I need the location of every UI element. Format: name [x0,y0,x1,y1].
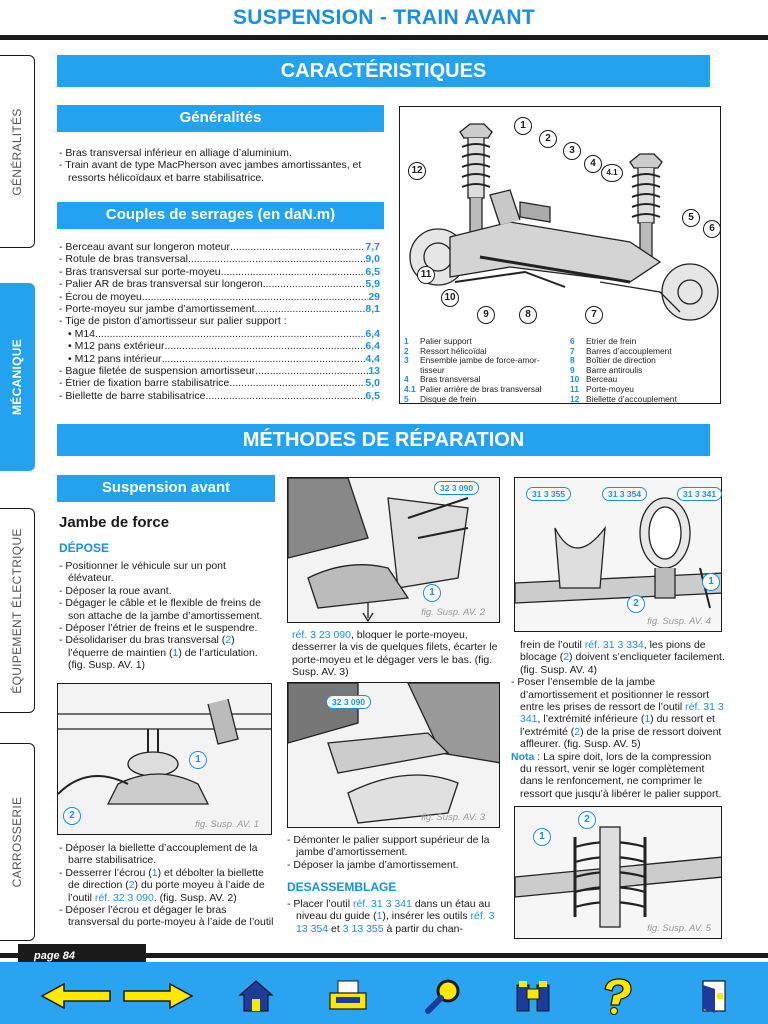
legend-right [570,337,720,404]
couple-value: 8,1 [365,303,380,316]
couple-value: 5,0 [365,377,380,390]
fig4-tool-ref-1: 31 3 355 [526,487,571,501]
callout-7: 7 [585,306,603,324]
couple-row [59,278,380,290]
suspension-avant-heading: Suspension avant [57,475,275,502]
step: - Déposer la biellette d’accouplement de la barre stabilisatrice. [59,842,258,867]
dot-leader [142,291,368,303]
fig4-tool-ref-2: 31 3 354 [602,487,647,501]
desassemblage-heading: DESASSEMBLAGE [287,880,397,894]
fig5-callout-1: 1 [533,828,551,846]
header-rule [0,35,768,40]
col3-text: frein de l’outil réf. 31 3 334, les pions de blocage (2) doivent s’encliqueter facilement. (fig. Susp. AV. 4) - Poser l’ensemble de la jambe d’amortissement et positionner le ressort entre les prises de ressort de l’outil réf. 31 3 341, l’extrémité inférieure (1) du ressort et l’extrémité (2) de la prise de ressort doivent affleurer. (fig. Susp. AV. 5) Nota : La spire doit, lors de la compression du ressort, venir se loger complètement dans le renfoncement, ne comprimer le ressort que jusqu’à libérer le palier support. [511,639,725,800]
couple-label: - Écrou de moyeu [59,290,142,303]
legend-text: Palier support [420,336,472,346]
arrow-left-icon[interactable] [40,976,112,1016]
fig4-callout-1: 1 [702,573,720,591]
couple-row [59,241,380,253]
suspension-diagram [399,106,721,404]
legend-number: 5 [404,393,409,404]
couple-label: - Berceau avant sur longeron moteur [59,241,231,253]
page-title: SUSPENSION - TRAIN AVANT [233,6,535,29]
fig3-drawing [288,683,500,828]
couple-label: - Biellette de barre stabilisatrice [59,389,206,402]
legend-number: 12 [570,393,580,404]
step: - Déposer l’écrou et dégager le bras transversal du porte-moyeu à l’aide de l’outil [59,904,274,929]
dot-leader [221,266,366,278]
couple-row [59,253,380,265]
couple-label: - Rotule de bras transversal [59,253,188,266]
exit-icon[interactable] [696,976,732,1016]
fig5-callout-2: 2 [578,811,596,829]
legend-item [570,395,720,405]
couple-row [59,291,380,303]
step: - Démonter le palier support supérieur de la jambe d’amortissement. [287,834,490,859]
tab-mecanique[interactable] [0,283,35,471]
legend-number: 3 [404,355,409,366]
step: - Desserrer l’écrou (1) et débolter la biellette de direction (2) du porte moyeu à l’aide de l’outil réf. 32 3 090. (fig. Susp. AV. 2) [59,866,265,904]
step: - Déposer l’étrier de freins et le suspendre. [59,622,258,635]
legend-number: 7 [570,345,575,356]
couple-row [59,390,380,402]
fig4-caption: fig. Susp. AV. 4 [647,616,711,627]
legend-number: 6 [570,336,575,346]
legend-text: Bras transversal [420,374,481,385]
couple-value: 9,0 [365,253,380,266]
couple-label: • M12 pans extérieur [68,340,165,353]
step: - Positionner le véhicule sur un pont élévateur. [59,560,226,585]
fig1-caption: fig. Susp. AV. 1 [195,819,259,830]
legend-left [404,337,564,404]
couple-value: 4,4 [365,352,380,365]
legend-number: 1 [404,336,409,346]
couple-label: - Bague filetée de suspension amortisseur [59,365,256,378]
couple-label: • M12 pans intérieur [68,352,162,365]
generalites-item: - Train avant de type MacPherson avec jambes amortissantes, et ressorts hélicoïdaux et barre stabilisatrice. [59,159,362,184]
legend-text: Disque de frein [420,393,477,404]
depose-heading: DÉPOSE [59,541,110,555]
callout-8: 8 [519,306,537,324]
callout-5: 5 [682,209,700,227]
couples-list [59,241,380,402]
couple-row [59,315,380,327]
dot-leader [263,278,366,290]
legend-number: 8 [570,355,575,366]
legend-text: Ressort hélicoïdal [420,345,487,356]
legend-text: tisseur [420,364,445,375]
fig-susp-av-3 [287,682,500,828]
legend-text: Porte-moyeu [586,383,634,394]
home-icon[interactable] [236,976,276,1016]
couple-value: 13 [368,365,380,378]
generalites-text [59,147,389,184]
legend-text: Boîtier de direction [586,355,656,366]
methodes-banner: MÉTHODES DE RÉPARATION [57,424,710,456]
tab-carrosserie[interactable] [0,743,35,941]
callout-4-1: 4.1 [601,164,623,182]
couple-value: 6,5 [365,265,380,278]
fig-susp-av-1 [57,683,272,835]
couple-row [59,266,380,278]
tab-generalites[interactable] [0,55,35,248]
col1-top-text [59,560,274,672]
callout-12: 12 [408,162,426,180]
callout-11: 11 [417,266,435,284]
nav-bar [0,962,768,1024]
dot-leader [255,303,366,315]
col1-bottom-text [59,842,274,929]
dot-leader [255,365,368,377]
tab-label: CARROSSERIE [10,796,24,888]
fig3-caption: fig. Susp. AV. 3 [421,812,485,823]
legend-number: 9 [570,364,575,375]
step: - Désolidariser du bras transversal (2) l’équerre de maintien (1) de l’articulation. (fig. Susp. AV. 1) [59,634,258,672]
legend-text: Berceau [586,374,618,385]
couple-row [59,340,380,352]
legend-number: 4.1 [404,383,416,394]
col2-top-text: réf. 3 23 090, bloquer le porte-moyeu, desserrer la vis de quelques filets, écarter le porte-moyeu et le dégager vers le bas. (fig. Susp. AV. 3) [292,629,498,679]
couple-row [59,377,380,389]
fig2-callout-1: 1 [423,584,441,602]
legend-text: Barres d’accouplement [586,345,672,356]
col2-des-text: - Placer l’outil réf. 31 3 341 dans un étau au niveau du guide (1), insérer les outils réf. 3 13 354 et 3 13 355 à partir du chan- [287,898,495,935]
legend-number: 11 [570,383,579,394]
tab-label: GÉNÉRALITÉS [10,107,24,196]
print-icon[interactable] [327,976,369,1016]
couple-row [59,303,380,315]
jambe-de-force-heading: Jambe de force [59,514,170,531]
tab-label: ÉQUIPEMENT ÉLECTRIQUE [10,527,24,694]
step: - Dégager le câble et le flexible de freins de son attache de la jambe d’amortissement. [59,597,263,622]
page-number: page 84 [18,944,146,968]
callout-4: 4 [584,155,602,173]
caracteristiques-banner: CARACTÉRISTIQUES [57,55,710,87]
fig5-drawing [515,807,722,939]
legend-item [404,395,564,405]
fig4-drawing [515,478,722,632]
fig-susp-av-5 [514,806,722,939]
tab-equipement-electrique[interactable] [0,508,35,713]
fig4-tool-ref-3: 31 3 341 [677,487,722,501]
step: - Déposer la jambe d’amortissement. [287,858,459,871]
tab-label: MÉCANIQUE [10,338,24,416]
dot-leader [95,328,365,340]
dot-leader [164,340,365,352]
legend-number: 2 [404,345,409,356]
fig1-callout-2: 2 [63,807,81,825]
legend-number: 4 [404,374,409,385]
generalites-heading: Généralités [57,105,384,132]
search-icon[interactable] [423,976,465,1016]
dot-leader [188,253,365,265]
col2-bottom-text [287,834,502,871]
legend-text: Biellette d’accouplement [586,393,677,404]
couple-row [59,328,380,340]
couple-label: - Étrier de fixation barre stabilisatrice [59,377,230,390]
callout-9: 9 [477,306,495,324]
fig-susp-av-2 [287,477,500,623]
fig5-caption: fig. Susp. AV. 5 [647,923,711,934]
help-icon[interactable] [596,976,638,1016]
legend-text: Etrier de frein [586,336,637,346]
fig2-drawing [288,478,500,623]
couple-label: - Tige de piston d’amortisseur sur palier support : [59,315,287,328]
couple-label: - Bras transversal sur porte-moyeu [59,265,221,278]
fig2-tool-ref: 32 3 090 [434,481,479,495]
couples-heading: Couples de serrages (en daN.m) [57,202,384,229]
fig1-callout-1: 1 [189,751,207,769]
couple-value: 6,5 [365,389,380,402]
couple-value: 5,9 [365,278,380,291]
fig1-drawing [58,684,272,835]
couple-value: 29 [368,290,380,303]
dot-leader [205,390,365,402]
arrow-right-icon[interactable] [122,976,194,1016]
couple-row [59,353,380,365]
callout-1: 1 [514,117,532,135]
binoculars-icon[interactable] [512,976,554,1016]
fig3-tool-ref: 32 3 090 [326,695,371,709]
couple-value: 6,4 [365,340,380,353]
callout-2: 2 [539,130,557,148]
couple-label: • M14 [68,327,96,340]
generalites-item: - Bras transversal inférieur en alliage d’aluminium. [59,147,292,159]
dot-leader [162,353,366,365]
legend-text: Ensemble jambe de force-amor- [420,355,540,366]
callout-6: 6 [703,220,721,238]
legend-text: Barre antiroulis [586,364,643,375]
fig4-callout-2: 2 [627,595,645,613]
dot-leader [230,241,365,253]
couple-value: 6,4 [365,327,380,340]
couple-value: 7,7 [365,241,380,253]
callout-10: 10 [441,289,459,307]
legend-number: 10 [570,374,580,385]
legend-text: Palier arrière de bras transversal [420,383,542,394]
couple-label: - Porte-moyeu sur jambe d’amortissement [59,303,255,316]
callout-3: 3 [563,142,581,160]
fig2-caption: fig. Susp. AV. 2 [421,607,485,618]
couple-row [59,365,380,377]
couple-label: - Palier AR de bras transversal sur longeron [59,278,263,291]
step: - Déposer la roue avant. [59,584,172,597]
dot-leader [229,377,365,389]
